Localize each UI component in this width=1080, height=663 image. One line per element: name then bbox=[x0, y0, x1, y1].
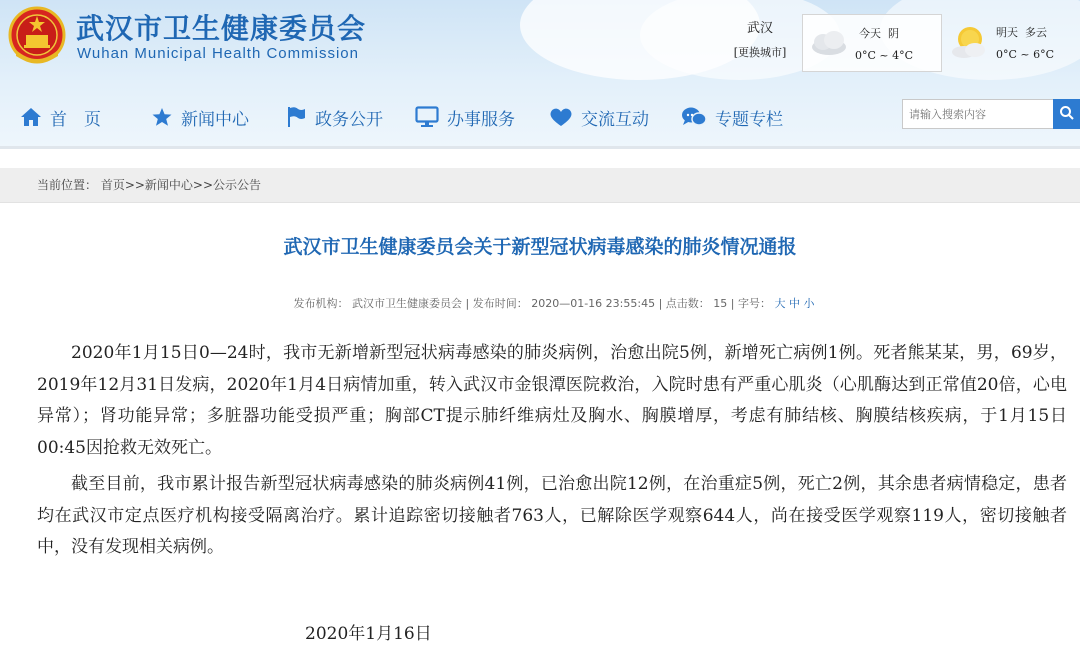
site-title-english: Wuhan Municipal Health Commission bbox=[77, 45, 359, 62]
article-paragraph: 截至目前，我市累计报告新型冠状病毒感染的肺炎病例41例，已治愈出院12例，在治重症5例，死亡2例，其余患者病情稳定，患者均在武汉市定点医疗机构接受隔离治疗。累计追踪密切接触者763人，已解除医学观察644人，尚在接受医学观察119人，密切接触者中，没有发现相关病例。 bbox=[37, 474, 1067, 557]
star-icon bbox=[151, 107, 173, 127]
chat-icon bbox=[681, 106, 707, 128]
nav-item-interaction[interactable] bbox=[549, 98, 649, 136]
nav-item-label: 首 页 bbox=[50, 109, 101, 130]
cloud-icon bbox=[809, 27, 849, 57]
monitor-icon bbox=[415, 106, 439, 128]
search-input[interactable] bbox=[902, 99, 1054, 129]
weather-city bbox=[728, 17, 792, 60]
heart-icon bbox=[549, 107, 573, 127]
site-title[interactable]: 武汉市卫生健康委员会 bbox=[76, 12, 367, 45]
switch-city-link[interactable]: [更换城市] bbox=[733, 46, 787, 59]
meta-font-label: 字号： bbox=[737, 297, 771, 310]
sun-cloud-icon bbox=[948, 22, 990, 60]
nav-item-topics[interactable] bbox=[681, 98, 783, 136]
meta-clicks: 点击数： 15 bbox=[665, 297, 728, 310]
weather-tomorrow bbox=[944, 14, 1080, 72]
article-meta: 发布机构： 武汉市卫生健康委员会 | 发布时间： 2020—01-16 23:55:45 | 点击数： 15 | 字号： 大 中 小 bbox=[293, 297, 815, 310]
article-title: 武汉市卫生健康委员会关于新型冠状病毒感染的肺炎情况通报 bbox=[283, 236, 797, 258]
tomorrow-label: 明天 多云 bbox=[996, 26, 1047, 39]
article-paragraph: 2020年1月15日0—24时，我市无新增新型冠状病毒感染的肺炎病例，治愈出院5例，新增死亡病例1例。死者熊某某，男，69岁，2019年12月31日发病，2020年1月4日病情加重，转入武汉市金银潭医院救治，入院时患有严重心肌炎（心肌酶达到正常值20倍，心电异常）；肾功能异常；多脏器功能受损严重；胸部CT提示肺纤维病灶及胸水、胸膜增厚，考虑有肺结核、胸膜结核疾病，于1月15日00:45因抢救无效死亡。 bbox=[37, 343, 1067, 458]
flag-icon bbox=[285, 106, 307, 128]
weather-today bbox=[802, 14, 942, 72]
nav-item-label: 交流互动 bbox=[581, 109, 649, 130]
article-date: 2020年1月16日 bbox=[305, 624, 432, 644]
nav-item-label: 新闻中心 bbox=[181, 109, 249, 130]
tomorrow-temp: 0°C ~ 6°C bbox=[996, 48, 1055, 61]
search-button[interactable] bbox=[1053, 99, 1080, 129]
nav-item-label: 专题专栏 bbox=[715, 109, 783, 130]
nav-item-label: 政务公开 bbox=[315, 109, 383, 130]
national-emblem-icon[interactable] bbox=[8, 6, 66, 68]
nav-divider bbox=[0, 146, 1080, 149]
article-content bbox=[37, 338, 1067, 564]
search-icon bbox=[1059, 105, 1075, 121]
city-name: 武汉 bbox=[746, 21, 773, 36]
meta-time: 发布时间： 2020—01-16 23:55:45 bbox=[472, 297, 656, 310]
today-temp: 0°C ~ 4°C bbox=[855, 49, 914, 62]
font-size-switch[interactable]: 大 中 小 bbox=[774, 297, 815, 310]
nav-item-label: 办事服务 bbox=[447, 109, 515, 130]
nav-item-gov-affairs[interactable] bbox=[285, 98, 383, 136]
breadcrumb[interactable]: 当前位置： 首页>>新闻中心>>公示公告 bbox=[0, 168, 1080, 203]
today-label: 今天 阴 bbox=[859, 27, 899, 40]
nav-item-services[interactable] bbox=[415, 98, 515, 136]
nav-item-news[interactable] bbox=[151, 98, 249, 136]
nav-item-home[interactable] bbox=[20, 98, 101, 136]
home-icon bbox=[20, 107, 42, 127]
meta-publisher: 发布机构： 武汉市卫生健康委员会 bbox=[293, 297, 463, 310]
